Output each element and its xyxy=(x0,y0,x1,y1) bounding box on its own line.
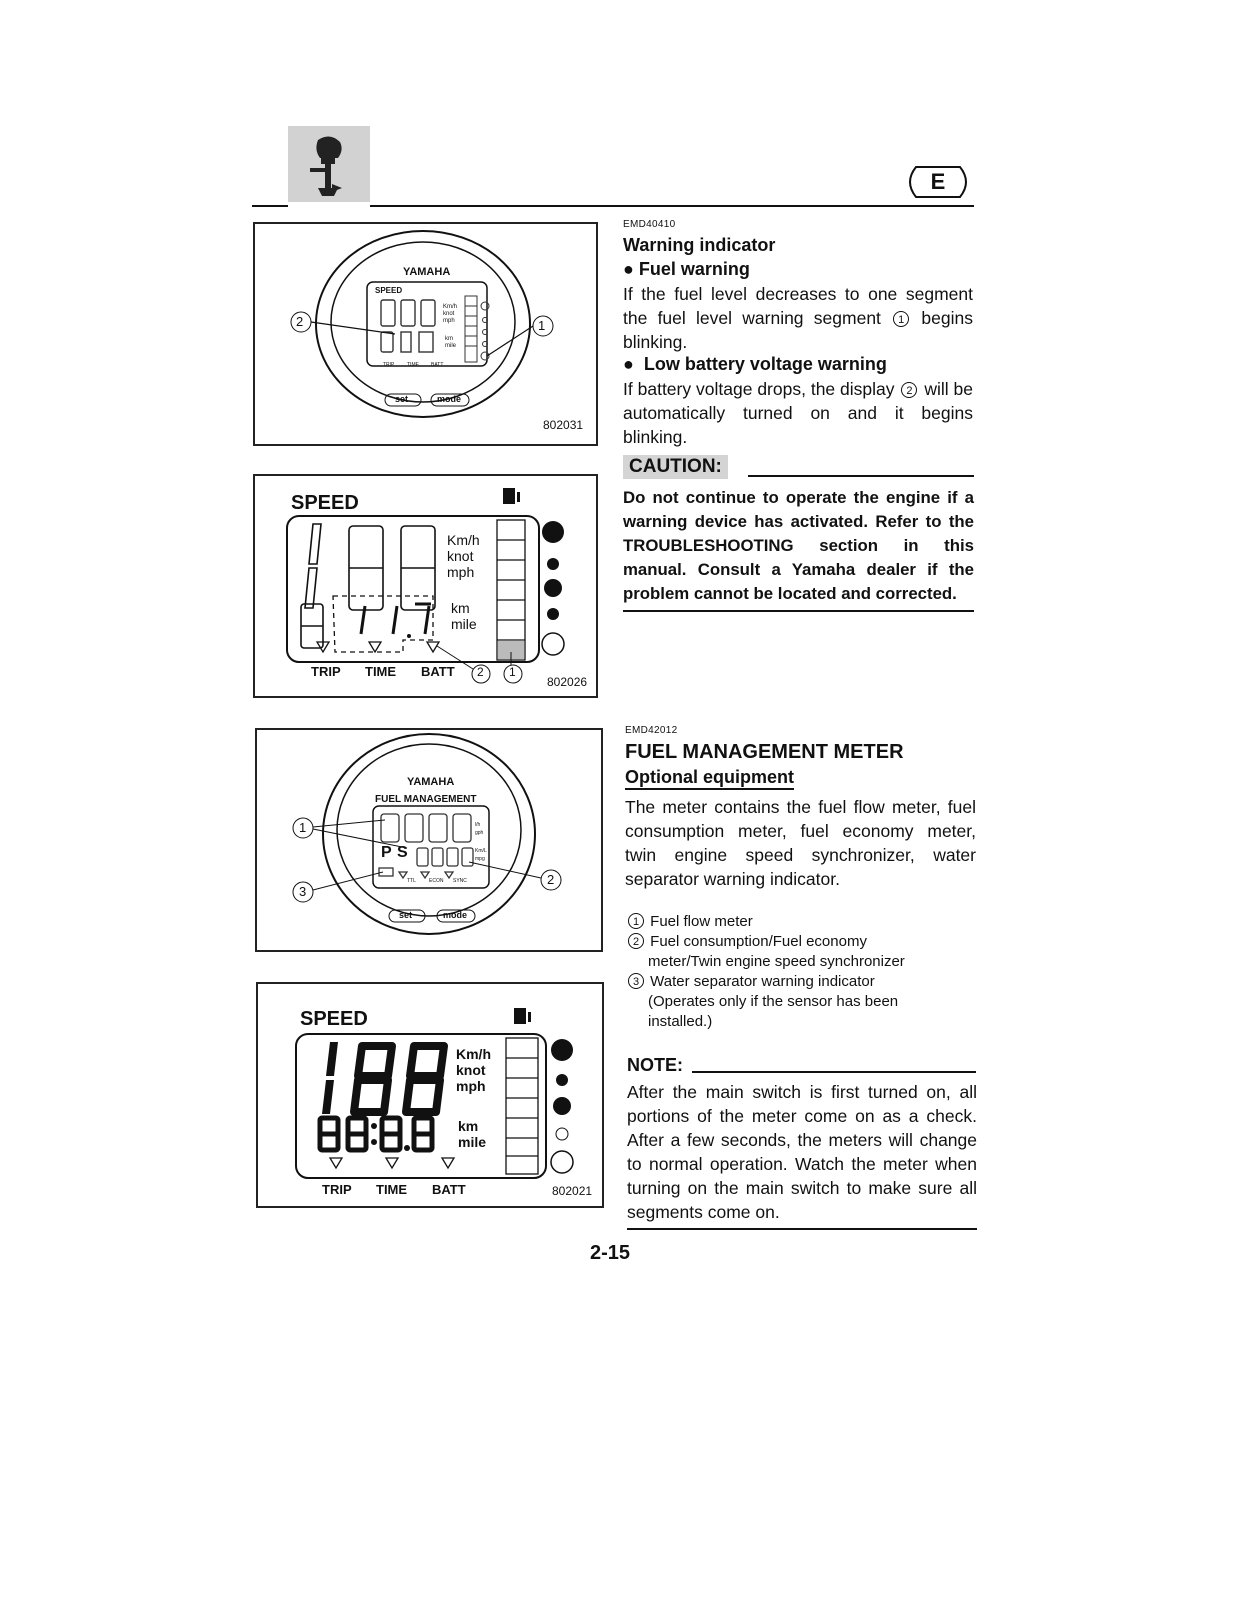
note-text: After the main switch is first turned on, all portions of the meter come on as a check. After a few seconds, the meters will change to normal operation. Watch the meter when turning on the main switch to make sure all segments come on. xyxy=(627,1082,977,1222)
fig1-set-button: set xyxy=(395,394,409,404)
bullet-icon: ● xyxy=(623,354,644,374)
fig4-id: 802021 xyxy=(552,1184,593,1198)
section1-title: Warning indicator xyxy=(623,235,776,255)
section2-title: FUEL MANAGEMENT METER xyxy=(625,741,904,763)
fig1-id: 802031 xyxy=(543,418,584,432)
fig4-unit-knot: knot xyxy=(456,1062,486,1078)
fig2-unit-km: km xyxy=(451,600,470,616)
fig3-unit-lh: l/h xyxy=(475,822,481,828)
fig3-callout-2: 2 xyxy=(547,872,555,887)
fig4-label: SPEED xyxy=(300,1008,368,1030)
fig3-letter-s: S xyxy=(397,844,408,861)
fig3-unit-kml: Km/L xyxy=(475,848,487,854)
fig2-mode-batt: BATT xyxy=(421,664,455,679)
language-badge xyxy=(902,165,974,199)
legend-item-3: 3 Water separator warning indicator xyxy=(626,972,976,992)
fig3-mode-button: mode xyxy=(443,910,468,920)
fig2-label: SPEED xyxy=(291,492,359,514)
legend-item-2: 2 Fuel consumption/Fuel economy xyxy=(626,932,976,952)
caution-rule-bottom xyxy=(623,610,974,612)
fig4-mode-trip: TRIP xyxy=(322,1182,352,1197)
fig1-unit-mph: mph xyxy=(443,318,455,324)
header-rule-right xyxy=(370,205,974,207)
fig1-label: SPEED xyxy=(375,286,403,295)
fig3-mode-ttl: TTL xyxy=(407,878,416,884)
header-rule-left xyxy=(252,205,288,207)
fig2-callout-2: 2 xyxy=(477,665,484,679)
fig1-mode-time: TIME xyxy=(407,362,419,368)
fig3-callout-1: 1 xyxy=(299,820,307,835)
fig1-unit-knot: knot xyxy=(443,311,455,317)
fig3-letter-p: P xyxy=(381,844,392,861)
fig1-unit-km: km xyxy=(445,336,453,342)
fig1-mode-trip: TRIP xyxy=(383,362,395,368)
section2-intro: The meter contains the fuel flow meter, fuel consumption meter, fuel economy meter, twin engine speed synchronizer, water separator warning indicator. xyxy=(625,797,976,889)
note-rule-bottom xyxy=(627,1228,977,1230)
fig3-callout-3: 3 xyxy=(299,884,307,899)
fig4-unit-kmh: Km/h xyxy=(456,1046,491,1062)
fig1-callout-2: 2 xyxy=(296,314,304,329)
fig2-callout-1: 1 xyxy=(509,665,516,679)
fig2-unit-knot: knot xyxy=(447,548,474,564)
fig4-unit-km: km xyxy=(458,1118,479,1134)
fig1-unit-mile: mile xyxy=(445,343,457,349)
note-label: NOTE: xyxy=(627,1055,683,1075)
outboard-motor-icon xyxy=(288,126,370,202)
fig3-brand: YAMAHA xyxy=(407,776,455,788)
callout-1-ref: 1 xyxy=(893,311,909,327)
section2-subtitle: Optional equipment xyxy=(625,767,794,790)
fig3-mode-econ: ECON xyxy=(429,878,444,884)
battery-warning-heading: ● Low battery voltage warning xyxy=(623,354,887,374)
fig1-unit-kmh: Km/h xyxy=(443,304,458,310)
legend-item-1: 1 Fuel flow meter xyxy=(626,912,976,932)
fig2-unit-mile: mile xyxy=(451,616,477,632)
fig4-mode-time: TIME xyxy=(376,1182,408,1197)
language-badge-text: E xyxy=(930,169,946,194)
section2-code: EMD42012 xyxy=(625,725,678,736)
fuel-warning-text: If the fuel level decreases to one segment the fuel level warning segment 1 begins blinking. xyxy=(623,284,973,352)
bullet-icon: ● xyxy=(623,259,639,279)
figure-speed-lcd xyxy=(253,474,598,698)
fig4-unit-mile: mile xyxy=(458,1134,487,1150)
section1-code: EMD40410 xyxy=(623,219,676,230)
figure-speed-lcd-check xyxy=(256,982,604,1208)
fig2-id: 802026 xyxy=(547,675,588,689)
caution-rule-top xyxy=(748,475,974,477)
fig2-mode-time: TIME xyxy=(365,664,397,679)
callout-2-ref: 2 xyxy=(901,382,917,398)
legend-item-3-cont: (Operates only if the sensor has been xyxy=(648,993,899,1010)
fig3-label: FUEL MANAGEMENT xyxy=(375,794,477,805)
fig2-unit-mph: mph xyxy=(447,564,475,580)
fig2-unit-kmh: Km/h xyxy=(447,532,480,548)
fig2-mode-trip: TRIP xyxy=(311,664,341,679)
fig1-callout-1: 1 xyxy=(538,318,546,333)
legend-item-2-cont: meter/Twin engine speed synchronizer xyxy=(648,953,905,970)
caution-text: Do not continue to operate the engine if a warning device has activated. Refer to the TROUBLESHOOTING section in this manual. Consult a Yamaha dealer if the problem cannot be located and corrected. xyxy=(623,488,974,603)
page-number: 2-15 xyxy=(590,1242,631,1264)
fig4-unit-mph: mph xyxy=(456,1078,486,1094)
fig1-brand: YAMAHA xyxy=(403,266,451,278)
legend-item-3-cont2: installed.) xyxy=(648,1013,713,1030)
battery-warning-text: If battery voltage drops, the display 2 will be automatically turned on and it begins blinking. xyxy=(623,379,973,447)
figure-fuel-management-gauge xyxy=(255,728,603,952)
figure-speed-gauge xyxy=(253,222,598,446)
fig3-unit-gph: gph xyxy=(475,830,484,836)
fig3-set-button: set xyxy=(399,910,413,920)
fuel-warning-heading: ● Fuel warning xyxy=(623,259,750,279)
caution-label: CAUTION: xyxy=(623,455,728,479)
fig4-mode-batt: BATT xyxy=(432,1182,466,1197)
fig3-mode-sync: SYNC xyxy=(453,878,467,884)
note-rule-top xyxy=(692,1071,976,1073)
fig3-unit-mpg: mpg xyxy=(475,856,485,862)
fig1-mode-button: mode xyxy=(437,394,462,404)
legend-list xyxy=(626,912,976,1032)
fig1-mode-batt: BATT xyxy=(431,362,444,368)
